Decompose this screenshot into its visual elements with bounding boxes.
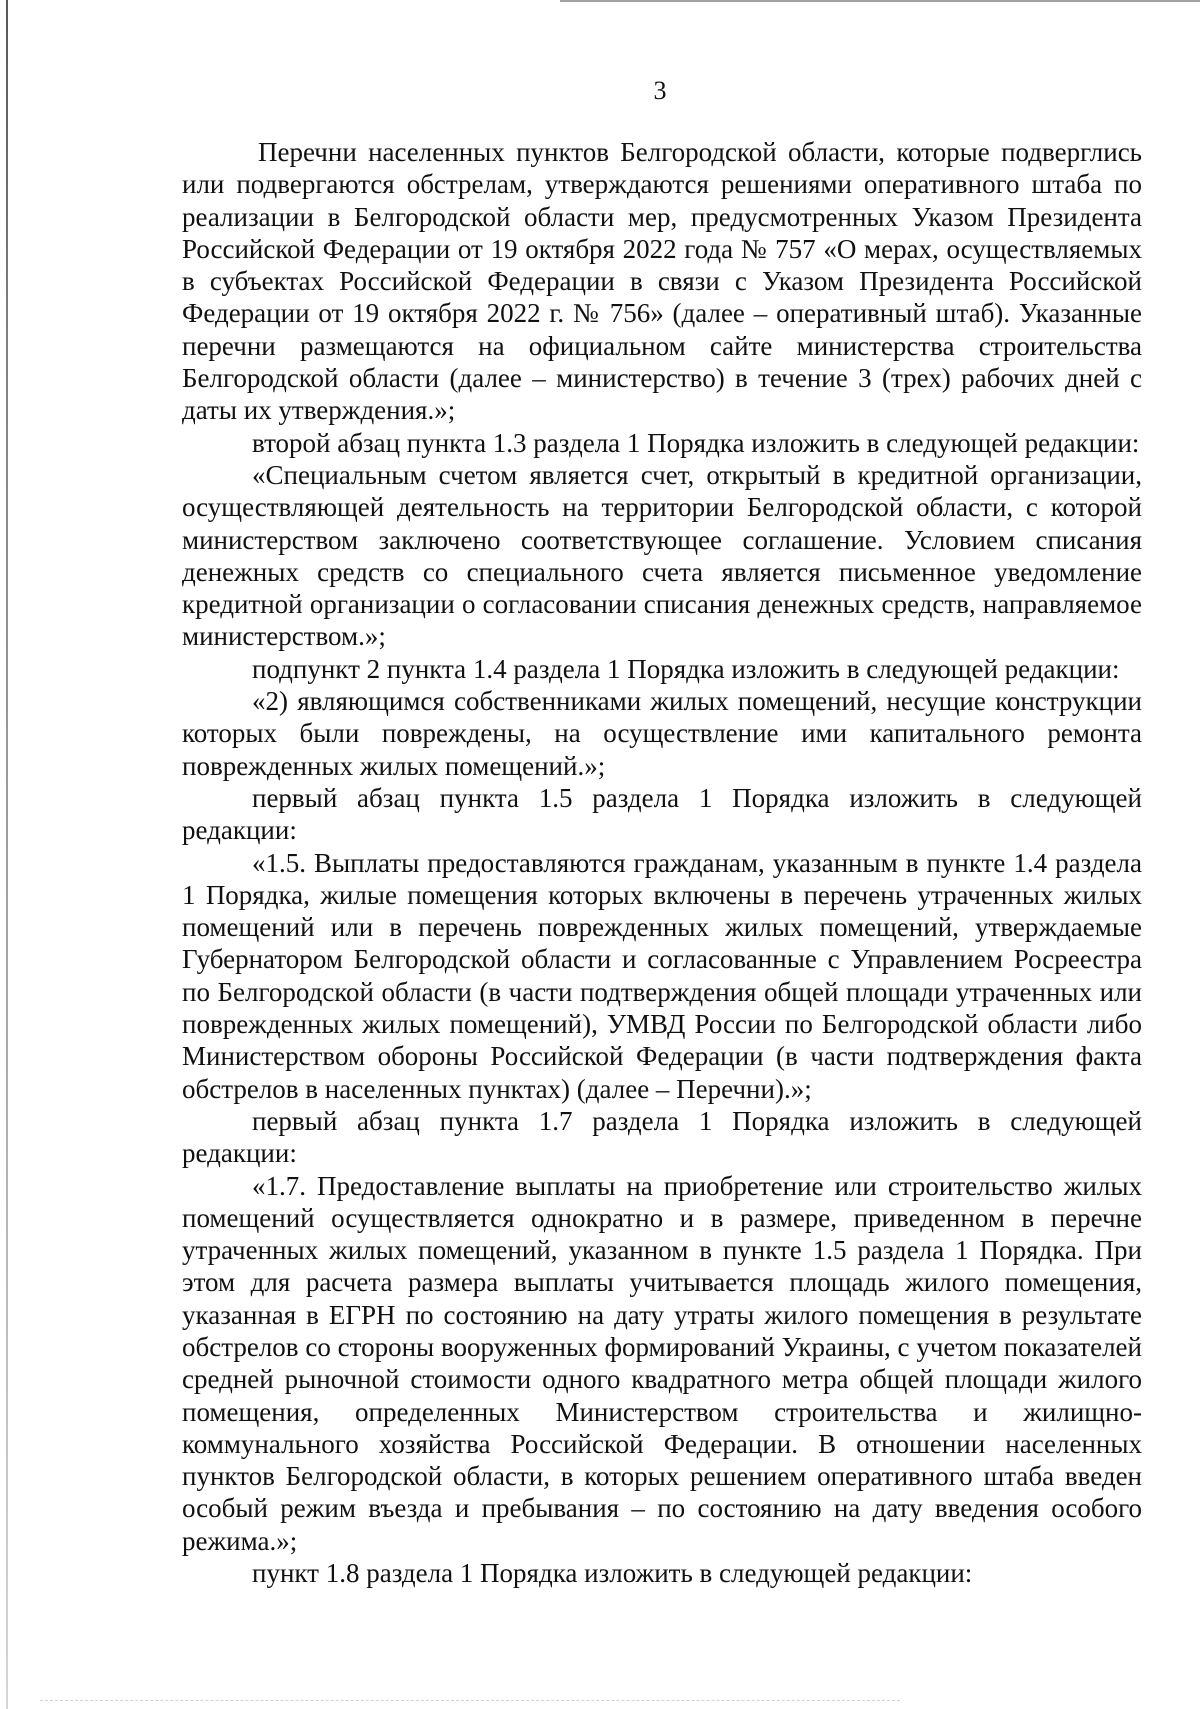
paragraph-amend-1-8: пункт 1.8 раздела 1 Порядка изложить в следующей редакции: [252,1558,973,1589]
document-body [182,136,1142,1589]
page-number: 3 [653,76,667,105]
paragraph-payments-1-5: «1.5. Выплаты предоставляются гражданам, указанным в пункте 1.4 раздела 1 Порядка, жилые помещения которых включены в перечень утраченных жилых помещений или в перечень поврежденных жилых помещений, утверждаемые Губернатором Белгородской области и согласованные с Управлением Росреестра по Белгородской области (в части подтверждения общей площади утраченных или поврежденных жилых помещений), УМВД России по Белгородской области либо Министерством обороны Российской Федерации (в части подтверждения факта обстрелов в населенных пунктах) (далее – Перечни).»; [182,847,1142,1104]
paragraph-amend-1-4: подпункт 2 пункта 1.4 раздела 1 Порядка изложить в следующей редакции: [252,653,1120,684]
paragraph-payments-1-7: «1.7. Предоставление выплаты на приобретение или строительство жилых помещений осуществляется однократно и в размере, приведенном в перечне утраченных жилых помещений, указанном в пункте 1.5 раздела 1 Порядка. При этом для расчета размера выплаты учитывается площадь жилого помещения, указанная в ЕГРН по состоянию на дату утраты жилого помещения в результате обстрелов со стороны вооруженных формирований Украины, с учетом показателей средней рыночной стоимости одного квадратного метра общей площади жилого помещения, определенных Министерством строительства и жилищно-коммунального хозяйства Российской Федерации. В отношении населенных пунктов Белгородской области, в которых решением оперативного штаба введен особый режим въезда и пребывания – по состоянию на дату введения особого режима.»; [182,1170,1142,1556]
paragraph-settlements-lists: Перечни населенных пунктов Белгородской области, которые подверглись или подвергаются обстрелам, утверждаются решениями оперативного штаба по реализации в Белгородской области мер, предусмотренных Указом Президента Российской Федерации от 19 октября 2022 года № 757 «О мерах, осуществляемых в субъектах Российской Федерации в связи с Указом Президента Российской Федерации от 19 октября 2022 г. № 756» (далее – оперативный штаб). Указанные перечни размещаются на официальном сайте министерства строительства Белгородской области (далее – министерство) в течение 3 (трех) рабочих дней с даты их утверждения.»; [182,137,1142,426]
paragraph-special-account: «Специальным счетом является счет, открытый в кредитной организации, осуществляющей деятельность на территории Белгородской области, с которой министерством заключено соответствующее соглашение. Условием списания денежных средств со специального счета является письменное уведомление кредитной организации о согласовании списания денежных средств, направляемое министерством.»; [182,459,1142,652]
paragraph-owners-repair: «2) являющимся собственниками жилых помещений, несущие конструкции которых были повреждены, на осуществление ими капитального ремонта поврежденных жилых помещений.»; [182,686,1142,781]
scan-edge-left [6,0,8,1709]
paragraph-amend-1-7: первый абзац пункта 1.7 раздела 1 Порядка изложить в следующей редакции: [182,1105,1142,1169]
paragraph-amend-1-5: первый абзац пункта 1.5 раздела 1 Порядка изложить в следующей редакции: [182,782,1142,846]
paragraph-amend-1-3: второй абзац пункта 1.3 раздела 1 Порядка изложить в следующей редакции: [252,427,1140,458]
scan-edge-top [560,0,1200,2]
scan-edge-bottom [40,1700,900,1702]
